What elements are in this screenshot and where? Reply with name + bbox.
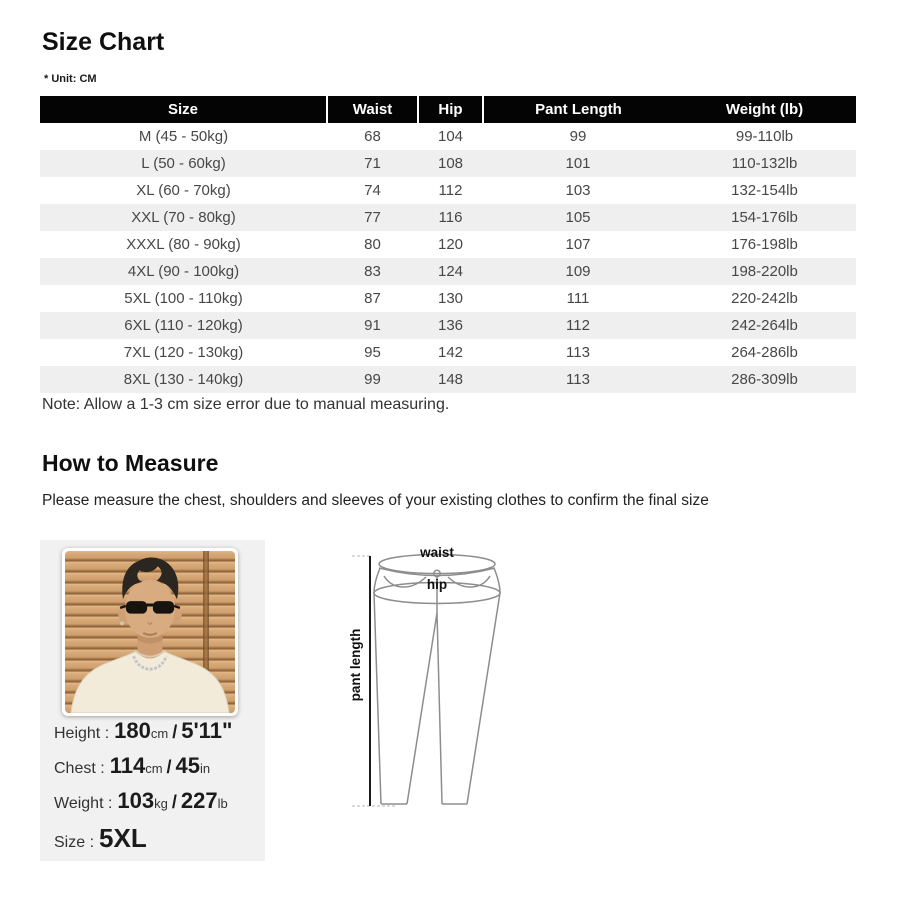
earring (120, 621, 124, 625)
table-cell: 103 (565, 182, 591, 199)
table-row (40, 123, 856, 150)
model-photo-frame (62, 548, 238, 716)
stat-value-imperial: 5'11" (181, 718, 233, 743)
model-illustration (65, 551, 235, 713)
table-cell: M (45 - 50kg) (138, 128, 229, 145)
stat-value: 114 (109, 753, 146, 778)
stat-label: Chest : (54, 760, 105, 777)
waist-label: waist (420, 545, 454, 560)
table-cell: 124 (437, 263, 464, 280)
sweater-shape (71, 650, 229, 713)
stat-separator: / (166, 757, 172, 777)
table-cell: 101 (565, 155, 591, 172)
table-row (40, 150, 856, 177)
table-cell: 5XL (100 - 110kg) (124, 290, 243, 307)
stat-value: 180 (114, 718, 151, 743)
table-row (40, 339, 856, 366)
header-cell-pant-length: Pant Length (483, 96, 673, 123)
table-cell: 112 (566, 317, 590, 334)
table-cell: 198-220lb (731, 263, 798, 280)
note-text: Note: Allow a 1-3 cm size error due to manual measuring. (42, 396, 450, 413)
table-cell: 107 (565, 236, 591, 253)
table-cell: XL (60 - 70kg) (136, 182, 231, 199)
table-cell: 87 (364, 290, 381, 307)
stat-unit-imperial: lb (217, 796, 228, 811)
table-cell: 120 (437, 236, 464, 253)
table-cell: 132-154lb (731, 182, 798, 199)
section-subtitle: Please measure the chest, shoulders and sleeves of your existing clothes to confirm the final size (42, 492, 709, 509)
stat-value: 5XL (99, 823, 147, 853)
pant-length-label: pant length (348, 628, 363, 702)
stat-line-chest (54, 753, 232, 779)
model-photo (65, 551, 235, 713)
table-cell: L (50 - 60kg) (141, 155, 226, 172)
table-row (40, 177, 856, 204)
table-cell: 110-132lb (731, 155, 798, 172)
table-cell: 6XL (110 - 120kg) (124, 317, 243, 334)
header-cell-hip: Hip (418, 96, 483, 123)
stat-value-imperial: 45 (175, 753, 201, 778)
hip-label: hip (426, 577, 448, 592)
table-cell: 113 (566, 344, 590, 361)
inner-seam-right (437, 613, 442, 804)
stat-separator: / (171, 792, 177, 812)
model-stats (54, 718, 232, 854)
header-cell-weight: Weight (lb) (673, 96, 856, 123)
table-cell: 109 (565, 263, 591, 280)
table-cell: 113 (566, 371, 590, 388)
table-cell: XXXL (80 - 90kg) (126, 236, 241, 253)
page-title: Size Chart (42, 28, 165, 56)
table-cell: 8XL (130 - 140kg) (123, 371, 244, 388)
waistband-lower-edge (379, 568, 495, 576)
header-cell-waist: Waist (327, 96, 418, 123)
table-cell: 176-198lb (731, 236, 798, 253)
table-cell: 4XL (90 - 100kg) (127, 263, 240, 280)
stat-line-height (54, 718, 232, 744)
table-cell: 116 (438, 209, 463, 226)
table-cell: 80 (364, 236, 381, 253)
sunglasses-right-lens (153, 601, 174, 614)
stat-unit-imperial: in (200, 761, 211, 776)
size-table (40, 96, 856, 393)
outer-seam-right (467, 568, 500, 804)
stat-unit: kg (154, 796, 168, 811)
stat-label: Weight : (54, 795, 113, 812)
stat-line-weight (54, 788, 232, 814)
inner-seam-left (407, 613, 437, 804)
table-cell: 68 (364, 128, 381, 145)
table-cell: 148 (437, 371, 464, 388)
table-cell: 83 (364, 263, 381, 280)
table-cell: 99 (364, 371, 381, 388)
stat-line-size (54, 823, 232, 854)
table-cell: 130 (437, 290, 464, 307)
stat-unit: cm (150, 726, 169, 741)
stat-label: Height : (54, 725, 110, 742)
stat-unit: cm (145, 761, 163, 776)
outer-seam-left (374, 568, 381, 804)
model-card (40, 540, 265, 861)
table-cell: 108 (437, 155, 464, 172)
stat-value: 103 (117, 788, 155, 813)
table-cell: 112 (438, 182, 463, 199)
sunglasses-left-lens (126, 601, 147, 614)
table-header-row (40, 96, 856, 123)
table-cell: 91 (364, 317, 381, 334)
table-row (40, 258, 856, 285)
table-cell: 71 (364, 155, 381, 172)
table-row (40, 204, 856, 231)
table-cell: 111 (566, 290, 590, 307)
table-cell: 286-309lb (731, 371, 798, 388)
table-cell: 95 (364, 344, 381, 361)
table-cell: 74 (364, 182, 381, 199)
table-row (40, 285, 856, 312)
header-cell-size: Size (40, 96, 327, 123)
table-cell: 99 (569, 128, 587, 145)
pants-diagram (340, 535, 570, 825)
table-row (40, 366, 856, 393)
table-cell: 142 (437, 344, 464, 361)
table-cell: 264-286lb (731, 344, 798, 361)
table-cell: 99-110lb (735, 128, 794, 145)
table-cell: 77 (364, 209, 381, 226)
table-cell: 154-176lb (731, 209, 798, 226)
table-cell: 220-242lb (731, 290, 798, 307)
table-body (40, 123, 856, 393)
table-cell: 7XL (120 - 130kg) (123, 344, 244, 361)
table-row (40, 231, 856, 258)
stat-separator: / (172, 722, 178, 742)
table-cell: 104 (437, 128, 464, 145)
stat-label: Size : (54, 834, 95, 851)
unit-note: * Unit: CM (44, 73, 97, 85)
table-cell: 242-264lb (731, 317, 798, 334)
table-cell: 136 (437, 317, 464, 334)
section-title: How to Measure (42, 450, 219, 476)
stat-value-imperial: 227 (180, 788, 218, 813)
table-cell: XXL (70 - 80kg) (131, 209, 236, 226)
table-cell: 105 (565, 209, 591, 226)
table-row (40, 312, 856, 339)
